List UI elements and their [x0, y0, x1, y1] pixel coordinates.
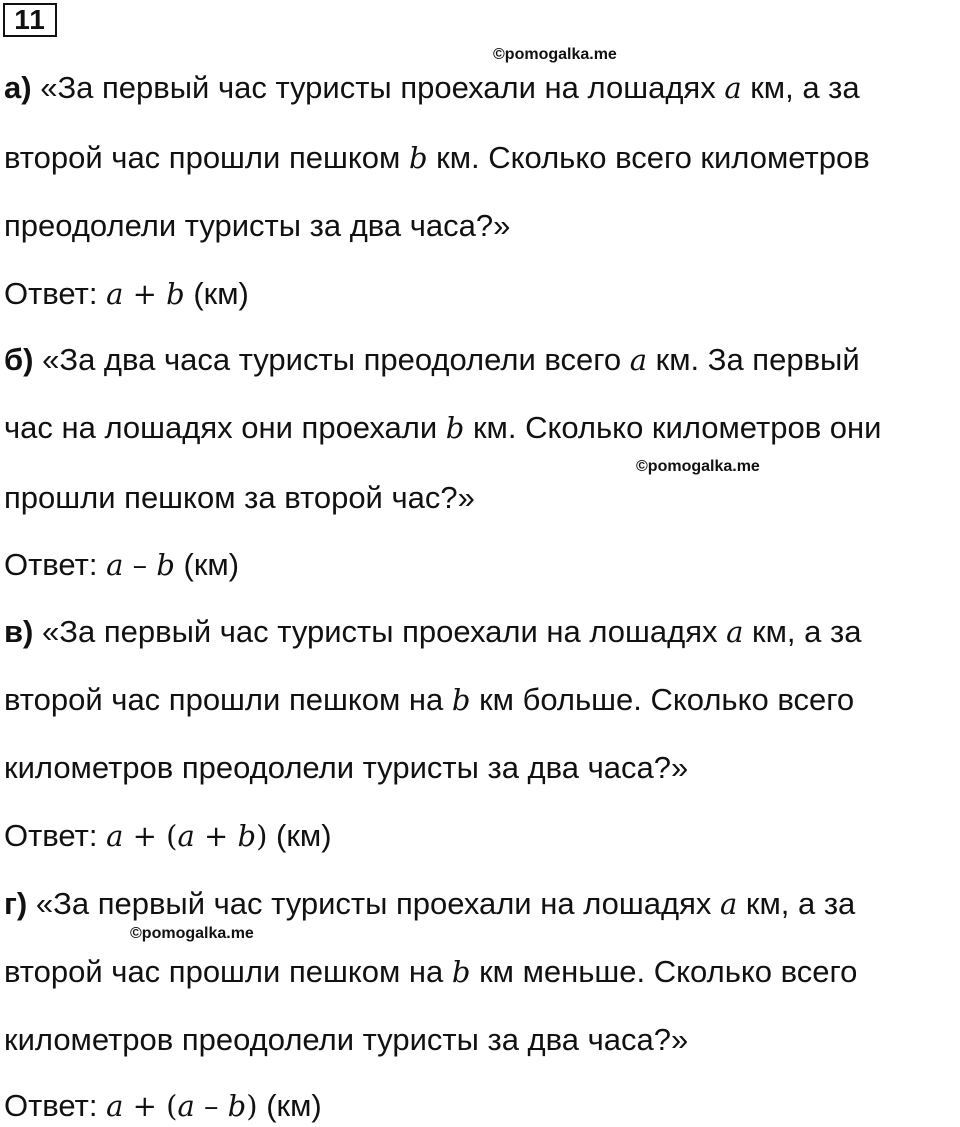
part-v-label: в) — [4, 614, 34, 649]
text: «За первый час туристы проехали на лошадях — [42, 614, 727, 649]
part-g-line-3 — [4, 1022, 688, 1058]
text: «За первый час туристы проехали на лошадях — [40, 70, 725, 105]
part-g-line-2 — [4, 954, 857, 990]
answer-prefix: Ответ: — [4, 1088, 107, 1123]
part-g-answer — [4, 1088, 322, 1124]
operator: + ( — [123, 1089, 178, 1123]
variable: b — [227, 1089, 247, 1123]
text: «За два часа туристы преодолели всего — [42, 342, 630, 377]
unit: (км) — [267, 818, 332, 853]
text: км, а за — [743, 614, 862, 649]
part-g-label: г) — [4, 886, 28, 921]
text: километров преодолели туристы за два часа?» — [4, 750, 689, 785]
variable: a — [177, 1089, 195, 1123]
operator: ) — [246, 1089, 258, 1123]
part-v-line-2 — [4, 682, 854, 718]
variable: a — [106, 277, 124, 311]
text: км, а за — [741, 70, 860, 105]
text: км меньше. Сколько всего — [470, 954, 858, 989]
operator: – — [123, 548, 157, 582]
answer-prefix: Ответ: — [4, 818, 107, 853]
text: километров преодолели туристы за два часа?» — [4, 1022, 689, 1057]
variable: a — [106, 1089, 124, 1123]
operator: ) — [256, 819, 268, 853]
part-v-line-3 — [4, 750, 688, 786]
part-a-line-1 — [4, 70, 860, 106]
variable: a — [106, 819, 124, 853]
variable: a — [719, 887, 738, 921]
text: км. Сколько всего километров — [427, 140, 870, 175]
text: км больше. Сколько всего — [470, 682, 855, 717]
part-b-line-3 — [4, 480, 475, 516]
text: второй час прошли пешком на — [4, 954, 452, 989]
part-a-answer — [4, 276, 249, 312]
answer-prefix: Ответ: — [4, 276, 107, 311]
variable: a — [726, 615, 744, 649]
text: км, а за — [737, 886, 856, 921]
part-v-line-1 — [4, 614, 861, 650]
operator: + — [194, 819, 238, 853]
text: второй час прошли пешком на — [4, 682, 452, 717]
text: прошли пешком за второй час?» — [4, 480, 475, 515]
text: км. Сколько километров они — [464, 410, 882, 445]
variable: a — [106, 548, 124, 582]
variable: b — [166, 277, 185, 311]
operator: + — [123, 277, 167, 311]
variable: b — [237, 819, 257, 853]
watermark-3: ©pomogalka.me — [130, 925, 254, 942]
text: «За первый час туристы проехали на лошадях — [35, 886, 720, 921]
variable: b — [408, 141, 428, 175]
variable: b — [445, 411, 465, 445]
answer-prefix: Ответ: — [4, 547, 107, 582]
variable: b — [451, 683, 471, 717]
part-b-answer — [4, 547, 239, 583]
text: второй час прошли пешком — [4, 140, 409, 175]
variable: a — [629, 343, 648, 377]
unit: (км) — [257, 1088, 322, 1123]
part-b-line-1 — [4, 342, 860, 378]
operator: – — [194, 1089, 228, 1123]
part-a-label: а) — [4, 70, 32, 105]
variable: a — [177, 819, 195, 853]
part-g-line-1 — [4, 886, 855, 922]
part-a-line-3 — [4, 208, 510, 244]
part-b-line-2 — [4, 410, 881, 446]
task-number: 11 — [3, 3, 57, 37]
variable: a — [724, 71, 742, 105]
text: км. За первый — [647, 342, 860, 377]
part-b-label: б) — [4, 342, 34, 377]
operator: + ( — [123, 819, 178, 853]
variable: b — [156, 548, 175, 582]
watermark-1: ©pomogalka.me — [493, 46, 617, 63]
part-a-line-2 — [4, 140, 870, 176]
unit: (км) — [174, 547, 240, 582]
text: преодолели туристы за два часа?» — [4, 208, 511, 243]
watermark-2: ©pomogalka.me — [636, 458, 760, 475]
part-v-answer — [4, 818, 332, 854]
unit: (км) — [184, 276, 249, 311]
text: час на лошадях они проехали — [4, 410, 446, 445]
variable: b — [451, 955, 471, 989]
